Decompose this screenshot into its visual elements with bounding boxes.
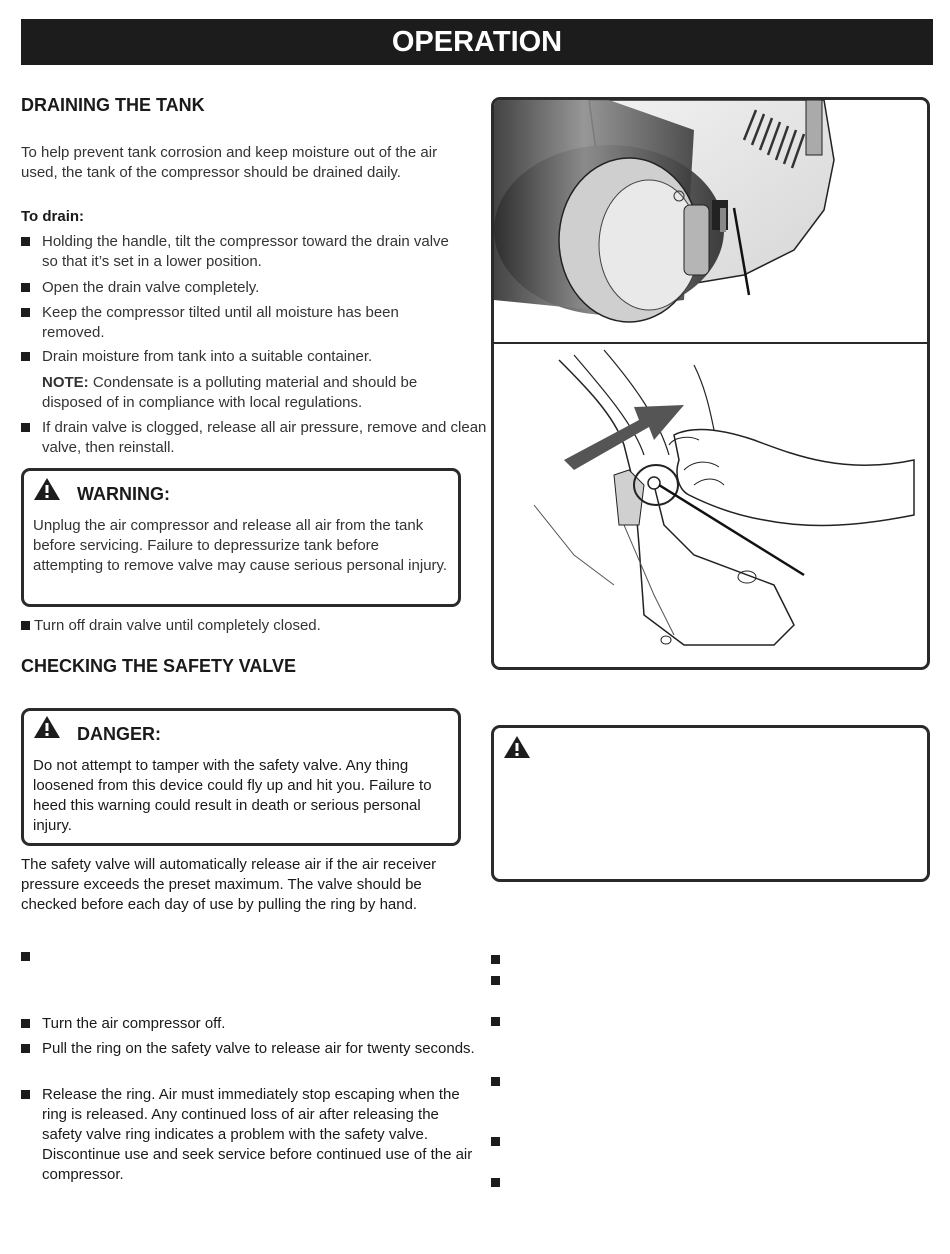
bullet-square-icon [21,352,30,361]
note-label: NOTE: [42,374,89,391]
safety-heading: CHECKING THE SAFETY VALVE [21,656,297,676]
bullet-square-icon [491,1178,500,1187]
safety-valve-illustration [494,345,927,667]
bullet-square-icon [21,308,30,317]
bullet-square-icon [491,1137,500,1146]
list-item [21,616,461,636]
caution-triangle-icon [503,735,531,759]
list-item-text: Drain moisture from tank into a suitable container. [42,348,373,365]
bullet-square-icon [491,976,500,985]
list-item-text: Pull the ring on the safety valve to release air for twenty seconds. [42,1040,475,1057]
list-item [21,1014,482,1034]
draining-intro: To help prevent tank corrosion and keep moisture out of the air used, the tank of the compressor should be drained daily. [21,144,438,181]
list-item [21,278,462,298]
danger-title: DANGER: [77,724,161,744]
bullet-square-icon [21,1019,30,1028]
list-item-text: If drain valve is clogged, release all air pressure, remove and clean valve, then reinstall. [42,419,487,456]
bullet-square-icon [21,423,30,432]
list-item-text: Turn the air compressor off. [42,1015,226,1032]
illustration-frame [491,97,930,670]
warning-text: Unplug the air compressor and release all air from the tank before servicing. Failure to depressurize tank before attempting to remove valve may cause serious personal injury. [33,517,448,574]
safety-intro: The safety valve will automatically release air if the air receiver pressure exceeds the preset maximum. The valve should be checked before each day of use by pulling the ring by hand. [21,856,437,913]
list-item-text: Open the drain valve completely. [42,279,260,296]
warning-box [21,468,461,607]
drain-valve-illustration [494,100,927,343]
illustration-divider [494,342,927,344]
bullet-square-icon [21,283,30,292]
note-paragraph [42,373,466,413]
bullet-square-icon [491,955,500,964]
list-item-text: Release the ring. Air must immediately stop escaping when the ring is released. Any continued loss of air after releasing the safety valve ring indicates a problem with the safety valve. Discontinue use and seek service before continued use of the air compressor. [42,1086,473,1183]
bullet-square-icon [21,1044,30,1053]
bullet-square-icon [491,1017,500,1026]
list-item [21,1039,482,1059]
list-item [21,303,462,343]
danger-box [21,708,461,846]
caution-box [491,725,930,882]
list-item [21,347,462,367]
bullet-square-icon [21,621,30,630]
list-item [21,232,462,272]
bullet-square-icon [491,1077,500,1086]
page-title-bar [21,19,933,65]
bullet-square-icon [21,952,30,961]
list-item-text: Holding the handle, tilt the compressor toward the drain valve so that it’s set in a lower position. [42,233,449,270]
list-item-text: Turn off drain valve until completely closed. [34,617,321,634]
draining-heading: DRAINING THE TANK [21,95,205,115]
note-text: Condensate is a polluting material and should be disposed of in compliance with local regulations. [42,374,418,411]
list-item-text: Keep the compressor tilted until all moisture has been removed. [42,304,399,341]
warning-title: WARNING: [77,484,170,504]
bullet-square-icon [21,237,30,246]
bullet-square-icon [21,1090,30,1099]
to-drain-label: To drain: [21,208,85,225]
page-title: OPERATION [391,26,563,58]
danger-triangle-icon [33,715,61,739]
list-item [21,418,487,458]
danger-text: Do not attempt to tamper with the safety valve. Any thing loosened from this device could fly up and hit you. Failure to heed this warning could result in death or serious personal injury. [33,757,432,834]
list-item [21,1085,482,1185]
warning-triangle-icon [33,477,61,501]
